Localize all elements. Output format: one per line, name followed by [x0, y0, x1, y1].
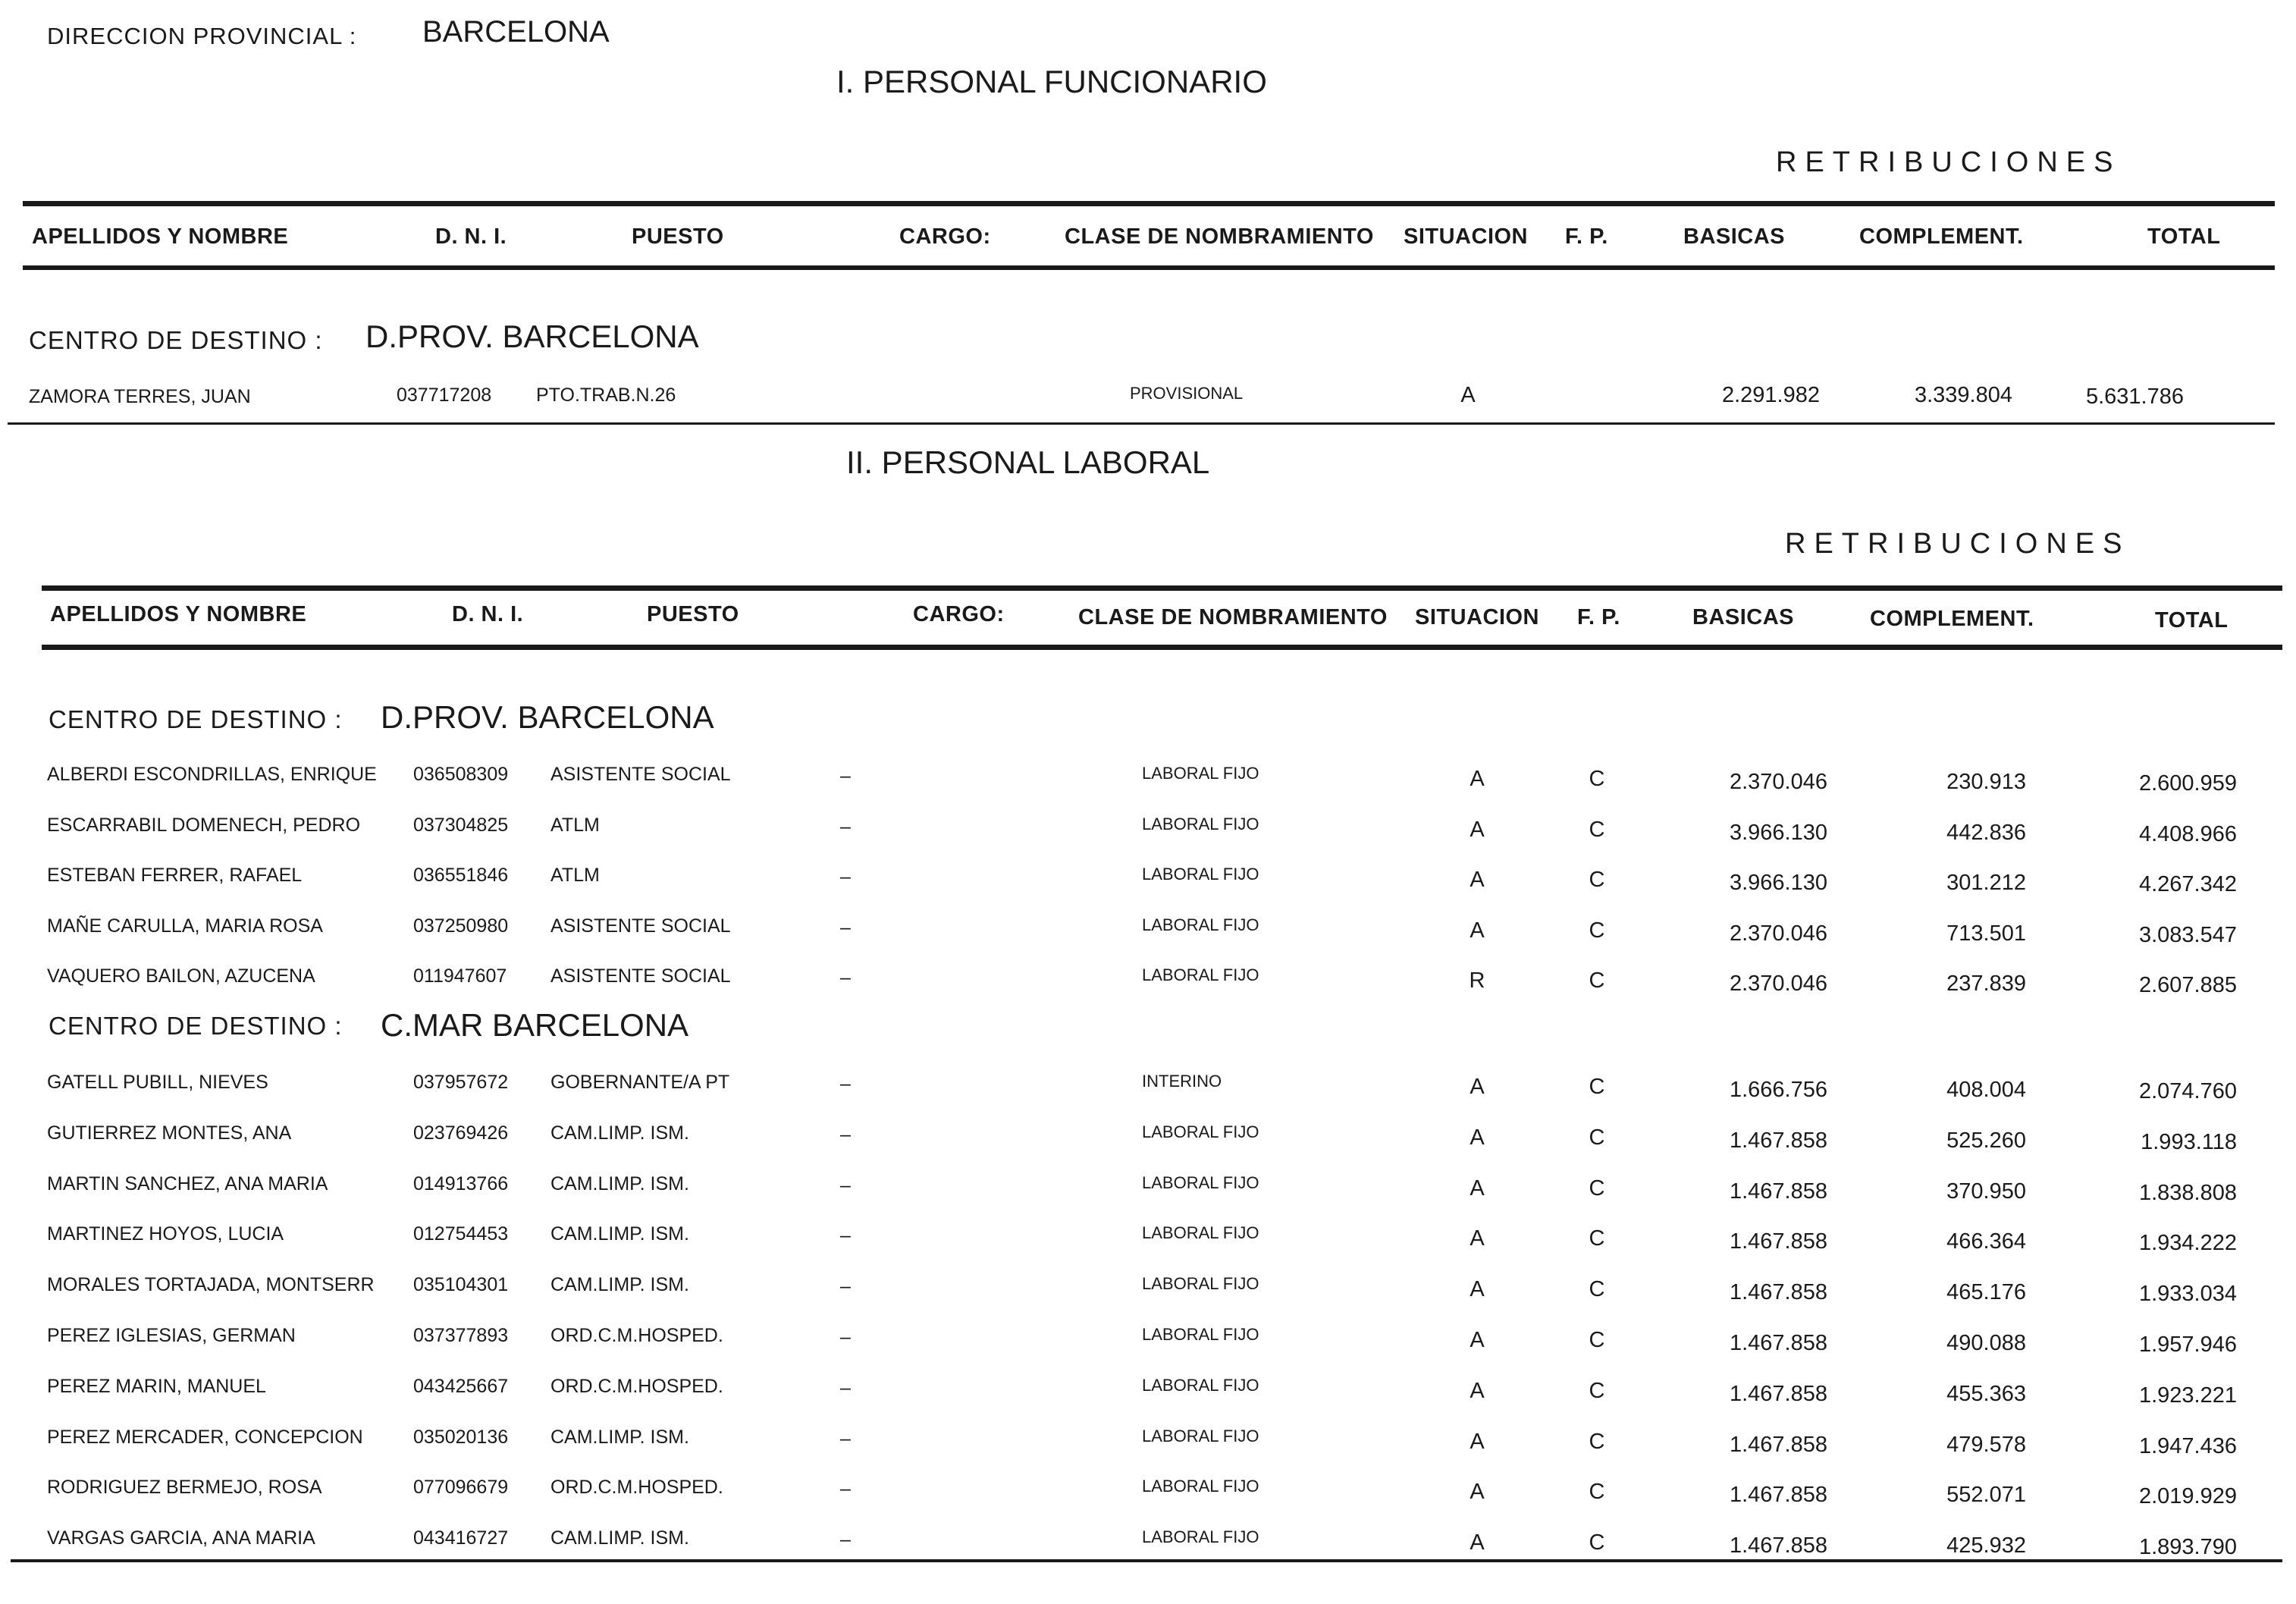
- cell-fp: C: [1589, 1530, 1605, 1555]
- cell-dni: 037377893: [413, 1325, 509, 1346]
- cell-nombre: MAÑE CARULLA, MARIA ROSA: [47, 915, 323, 937]
- cell-basicas: 2.370.046: [1729, 972, 1827, 996]
- col-header-total: TOTAL: [2147, 224, 2221, 249]
- cell-total: 2.600.959: [2138, 771, 2237, 796]
- cell-clase: LABORAL FIJO: [1142, 1172, 1259, 1192]
- cell-dni: 035104301: [413, 1274, 509, 1296]
- cell-situacion: A: [1470, 1378, 1485, 1403]
- section-divider: [8, 422, 2275, 425]
- cell-nombre: GUTIERREZ MONTES, ANA: [47, 1122, 292, 1144]
- cell-complement: 3.339.804: [1914, 383, 2012, 407]
- cell-basicas: 3.966.130: [1729, 871, 1827, 895]
- cell-situacion: A: [1470, 1075, 1485, 1099]
- cell-puesto: CAM.LIMP. ISM.: [550, 1426, 689, 1448]
- cell-clase: LABORAL FIJO: [1142, 1477, 1259, 1496]
- col-header-complement: COMPLEMENT.: [1870, 607, 2034, 631]
- cell-basicas: 2.370.046: [1729, 770, 1827, 794]
- cell-basicas: 1.467.858: [1729, 1432, 1827, 1457]
- cell-total: 1.933.034: [2138, 1282, 2237, 1307]
- col-header-nombre: APELLIDOS Y NOMBRE: [50, 602, 307, 626]
- cell-puesto: ORD.C.M.HOSPED.: [550, 1325, 723, 1346]
- cell-fp: C: [1589, 968, 1605, 993]
- cell-cargo: –: [840, 1225, 851, 1247]
- cell-puesto: PTO.TRAB.N.26: [536, 385, 676, 406]
- section-title-laboral: II. PERSONAL LABORAL: [846, 444, 1210, 480]
- cell-nombre: MARTINEZ HOYOS, LUCIA: [47, 1223, 284, 1245]
- cell-total: 1.838.808: [2138, 1180, 2237, 1205]
- col-header-clase: CLASE DE NOMBRAMIENTO: [1065, 224, 1374, 249]
- cell-fp: C: [1589, 868, 1605, 892]
- cell-clase: LABORAL FIJO: [1142, 1274, 1259, 1294]
- cell-basicas: 2.370.046: [1729, 921, 1827, 946]
- cell-fp: C: [1589, 1277, 1605, 1302]
- cell-dni: 077096679: [413, 1477, 509, 1499]
- cell-nombre: PEREZ IGLESIAS, GERMAN: [47, 1325, 296, 1346]
- cell-clase: LABORAL FIJO: [1142, 915, 1259, 934]
- cell-complement: 466.364: [1946, 1229, 2026, 1254]
- cell-situacion: A: [1470, 1429, 1485, 1454]
- cell-cargo: –: [840, 1276, 851, 1298]
- cell-puesto: ASISTENTE SOCIAL: [550, 965, 731, 987]
- cell-puesto: ASISTENTE SOCIAL: [550, 915, 731, 937]
- cell-puesto: ORD.C.M.HOSPED.: [550, 1477, 723, 1499]
- cell-puesto: CAM.LIMP. ISM.: [550, 1527, 689, 1549]
- cell-total: 1.947.436: [2138, 1433, 2237, 1458]
- cell-puesto: GOBERNANTE/A PT: [550, 1072, 730, 1093]
- cell-fp: C: [1589, 1328, 1605, 1352]
- col-header-clase: CLASE DE NOMBRAMIENTO: [1078, 605, 1388, 629]
- cell-cargo: –: [840, 866, 851, 887]
- cell-cargo: –: [840, 967, 851, 988]
- cell-dni: 037250980: [413, 915, 509, 937]
- cell-complement: 479.578: [1946, 1432, 2026, 1457]
- cell-total: 1.934.222: [2138, 1231, 2237, 1256]
- cell-complement: 425.932: [1946, 1533, 2026, 1558]
- cell-clase: PROVISIONAL: [1130, 384, 1244, 403]
- cell-dni: 011947607: [413, 965, 507, 987]
- cell-situacion: A: [1470, 1530, 1485, 1555]
- cell-fp: C: [1589, 1378, 1605, 1403]
- cell-clase: LABORAL FIJO: [1142, 1223, 1259, 1243]
- retribuciones-label: RETRIBUCIONES: [1785, 528, 2131, 560]
- cell-cargo: –: [840, 1376, 851, 1398]
- cell-situacion: A: [1470, 767, 1485, 791]
- cell-complement: 442.836: [1946, 820, 2026, 845]
- cell-complement: 713.501: [1946, 921, 2026, 946]
- col-header-total: TOTAL: [2155, 608, 2229, 632]
- cell-total: 1.893.790: [2138, 1535, 2237, 1560]
- cell-fp: C: [1589, 1125, 1605, 1150]
- cell-situacion: A: [1470, 1125, 1485, 1150]
- cell-cargo: –: [840, 1174, 851, 1196]
- cell-dni: 036551846: [413, 865, 509, 886]
- cell-clase: LABORAL FIJO: [1142, 1426, 1259, 1445]
- cell-fp: C: [1589, 1226, 1605, 1251]
- col-header-dni: D. N. I.: [452, 602, 524, 626]
- cell-fp: C: [1589, 1480, 1605, 1505]
- cell-nombre: RODRIGUEZ BERMEJO, ROSA: [47, 1477, 322, 1499]
- cell-puesto: ATLM: [550, 814, 600, 836]
- col-header-basicas: BASICAS: [1683, 224, 1786, 249]
- cell-complement: 237.839: [1946, 972, 2026, 996]
- cell-dni: 037717208: [397, 385, 492, 406]
- col-header-situacion: SITUACION: [1415, 605, 1539, 629]
- cell-puesto: ATLM: [550, 865, 600, 886]
- cell-dni: 035020136: [413, 1426, 509, 1448]
- header-rule-top: [23, 201, 2275, 206]
- centro-name: D.PROV. BARCELONA: [365, 319, 699, 354]
- cell-cargo: –: [840, 815, 851, 837]
- cell-total: 2.074.760: [2138, 1079, 2237, 1103]
- col-header-cargo: CARGO:: [913, 602, 1005, 626]
- cell-situacion: A: [1470, 868, 1485, 892]
- cell-dni: 037957672: [413, 1072, 509, 1093]
- cell-situacion: A: [1470, 1226, 1485, 1251]
- cell-basicas: 1.467.858: [1729, 1179, 1827, 1204]
- centro-label: CENTRO DE DESTINO :: [49, 705, 343, 733]
- cell-puesto: ASISTENTE SOCIAL: [550, 764, 731, 785]
- col-header-dni: D. N. I.: [435, 224, 507, 249]
- cell-total: 5.631.786: [2085, 385, 2184, 409]
- cell-fp: C: [1589, 1429, 1605, 1454]
- cell-cargo: –: [840, 916, 851, 938]
- cell-clase: LABORAL FIJO: [1142, 1375, 1259, 1395]
- table-bottom-rule: [11, 1559, 2282, 1562]
- cell-fp: C: [1589, 1176, 1605, 1201]
- cell-puesto: CAM.LIMP. ISM.: [550, 1223, 689, 1245]
- col-header-fp: F. P.: [1565, 224, 1608, 249]
- cell-cargo: –: [840, 1427, 851, 1449]
- cell-total: 2.019.929: [2138, 1484, 2237, 1509]
- retribuciones-label: RETRIBUCIONES: [1776, 146, 2122, 178]
- cell-complement: 552.071: [1946, 1483, 2026, 1508]
- cell-fp: C: [1589, 918, 1605, 943]
- cell-clase: INTERINO: [1142, 1072, 1222, 1091]
- cell-nombre: PEREZ MARIN, MANUEL: [47, 1375, 266, 1397]
- header-rule-bottom: [42, 645, 2282, 650]
- cell-total: 1.993.118: [2141, 1129, 2237, 1154]
- cell-dni: 012754453: [413, 1223, 509, 1245]
- centro-label: CENTRO DE DESTINO :: [29, 326, 323, 354]
- cell-fp: C: [1589, 767, 1605, 791]
- cell-nombre: PEREZ MERCADER, CONCEPCION: [47, 1426, 363, 1448]
- cell-nombre: MORALES TORTAJADA, MONTSERR: [47, 1274, 375, 1296]
- cell-complement: 230.913: [1946, 770, 2026, 794]
- cell-complement: 408.004: [1946, 1078, 2026, 1102]
- cell-complement: 525.260: [1946, 1128, 2026, 1153]
- centro-name: C.MAR BARCELONA: [381, 1007, 689, 1043]
- cell-clase: LABORAL FIJO: [1142, 814, 1259, 833]
- cell-nombre: VARGAS GARCIA, ANA MARIA: [47, 1527, 315, 1549]
- section-title-funcionario: I. PERSONAL FUNCIONARIO: [836, 64, 1267, 99]
- cell-basicas: 1.467.858: [1729, 1533, 1827, 1558]
- cell-nombre: ESTEBAN FERRER, RAFAEL: [47, 865, 303, 886]
- cell-fp: C: [1589, 817, 1605, 842]
- cell-total: 4.408.966: [2138, 821, 2237, 846]
- cell-total: 4.267.342: [2138, 872, 2237, 896]
- cell-cargo: –: [840, 1478, 851, 1500]
- col-header-situacion: SITUACION: [1404, 224, 1528, 249]
- cell-situacion: A: [1470, 1328, 1485, 1352]
- cell-clase: LABORAL FIJO: [1142, 965, 1259, 984]
- centro-name: D.PROV. BARCELONA: [381, 699, 714, 735]
- cell-complement: 465.176: [1946, 1280, 2026, 1305]
- cell-dni: 043425667: [413, 1375, 509, 1397]
- cell-situacion: A: [1470, 817, 1485, 842]
- cell-fp: C: [1589, 1075, 1605, 1099]
- cell-clase: LABORAL FIJO: [1142, 865, 1259, 884]
- cell-basicas: 3.966.130: [1729, 820, 1827, 845]
- direccion-value: BARCELONA: [422, 15, 610, 49]
- cell-nombre: ESCARRABIL DOMENECH, PEDRO: [47, 814, 361, 836]
- cell-nombre: ALBERDI ESCONDRILLAS, ENRIQUE: [47, 764, 377, 785]
- cell-basicas: 1.467.858: [1729, 1381, 1827, 1406]
- cell-clase: LABORAL FIJO: [1142, 1325, 1259, 1344]
- col-header-cargo: CARGO:: [899, 224, 991, 249]
- cell-puesto: ORD.C.M.HOSPED.: [550, 1375, 723, 1397]
- cell-dni: 043416727: [413, 1527, 509, 1549]
- col-header-nombre: APELLIDOS Y NOMBRE: [32, 224, 289, 249]
- cell-cargo: –: [840, 1529, 851, 1551]
- cell-puesto: CAM.LIMP. ISM.: [550, 1274, 689, 1296]
- cell-cargo: –: [840, 1073, 851, 1094]
- col-header-basicas: BASICAS: [1692, 605, 1795, 629]
- direccion-label: DIRECCION PROVINCIAL :: [47, 23, 357, 49]
- col-header-complement: COMPLEMENT.: [1859, 224, 2024, 249]
- cell-clase: LABORAL FIJO: [1142, 764, 1259, 783]
- cell-clase: LABORAL FIJO: [1142, 1527, 1259, 1547]
- cell-complement: 490.088: [1946, 1331, 2026, 1355]
- cell-basicas: 1.467.858: [1729, 1280, 1827, 1305]
- cell-puesto: CAM.LIMP. ISM.: [550, 1172, 689, 1194]
- centro-label: CENTRO DE DESTINO :: [49, 1012, 343, 1040]
- cell-cargo: –: [840, 765, 851, 786]
- header-rule-top: [42, 585, 2282, 591]
- col-header-puesto: PUESTO: [632, 224, 724, 249]
- cell-total: 3.083.547: [2138, 922, 2237, 947]
- col-header-puesto: PUESTO: [647, 602, 739, 626]
- cell-situacion: A: [1470, 918, 1485, 943]
- cell-basicas: 1.467.858: [1729, 1331, 1827, 1355]
- cell-nombre: MARTIN SANCHEZ, ANA MARIA: [47, 1172, 328, 1194]
- cell-nombre: GATELL PUBILL, NIEVES: [47, 1072, 268, 1093]
- header-rule-bottom: [23, 265, 2275, 270]
- cell-dni: 037304825: [413, 814, 509, 836]
- cell-situacion: A: [1470, 1480, 1485, 1505]
- cell-complement: 370.950: [1946, 1179, 2026, 1204]
- cell-complement: 301.212: [1946, 871, 2026, 895]
- col-header-fp: F. P.: [1577, 605, 1620, 629]
- cell-basicas: 1.467.858: [1729, 1483, 1827, 1508]
- cell-cargo: –: [840, 1326, 851, 1348]
- cell-total: 2.607.885: [2138, 973, 2237, 997]
- cell-situacion: A: [1470, 1277, 1485, 1302]
- cell-basicas: 1.467.858: [1729, 1229, 1827, 1254]
- cell-basicas: 1.467.858: [1729, 1128, 1827, 1153]
- cell-puesto: CAM.LIMP. ISM.: [550, 1122, 689, 1144]
- cell-cargo: –: [840, 1123, 851, 1145]
- cell-clase: LABORAL FIJO: [1142, 1122, 1259, 1141]
- cell-nombre: VAQUERO BAILON, AZUCENA: [47, 965, 315, 987]
- cell-complement: 455.363: [1946, 1381, 2026, 1406]
- cell-situacion: A: [1460, 383, 1476, 407]
- cell-dni: 036508309: [413, 764, 509, 785]
- cell-total: 1.957.946: [2138, 1332, 2237, 1357]
- cell-situacion: R: [1469, 968, 1485, 993]
- cell-dni: 023769426: [413, 1122, 509, 1144]
- cell-nombre: ZAMORA TERRES, JUAN: [29, 386, 251, 407]
- cell-situacion: A: [1470, 1176, 1485, 1201]
- cell-total: 1.923.221: [2138, 1383, 2237, 1408]
- cell-dni: 014913766: [413, 1172, 509, 1194]
- cell-basicas: 1.666.756: [1729, 1078, 1827, 1102]
- cell-basicas: 2.291.982: [1721, 383, 1820, 407]
